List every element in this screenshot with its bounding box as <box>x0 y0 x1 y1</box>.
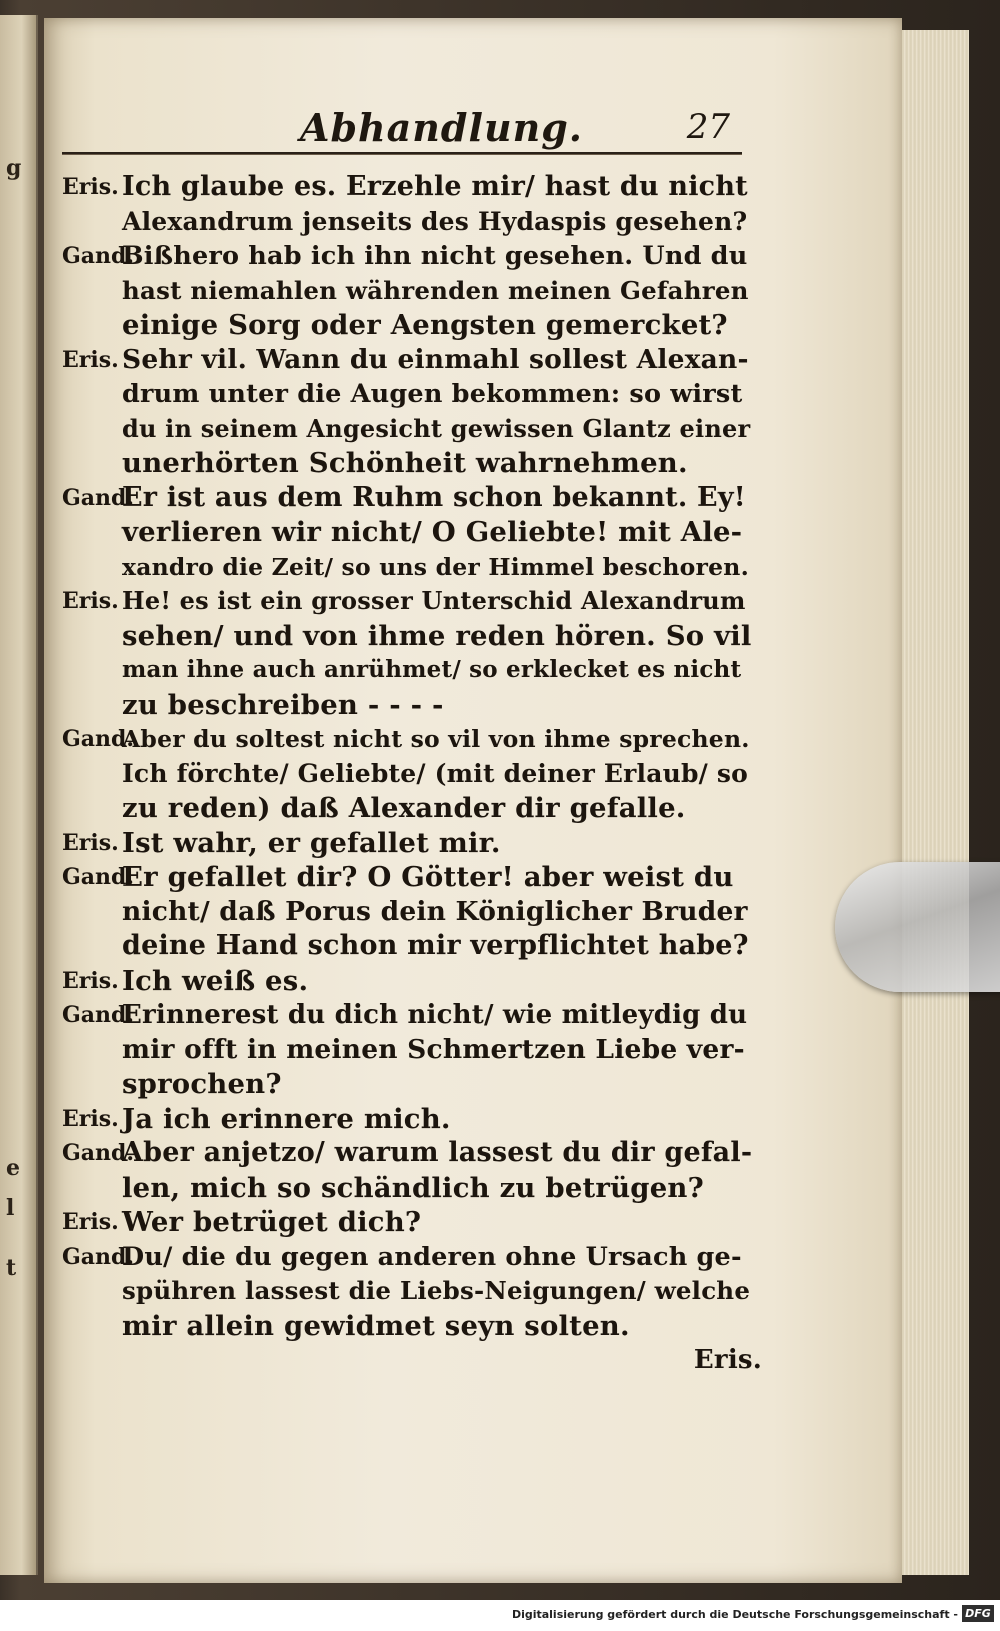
speech-text: Aber anjetzo/ warum lassest du dir gefal- <box>122 1137 753 1168</box>
speech-text: Ich glaube es. Erzehle mir/ hast du nicht <box>122 171 748 202</box>
dfg-logo: DFG <box>962 1605 994 1622</box>
speaker-label: Eris. <box>62 1105 119 1132</box>
speech-text: Er gefallet dir? O Götter! aber weist du <box>122 861 734 893</box>
text-line <box>62 584 762 619</box>
speech-text: Er ist aus dem Ruhm schon bekannt. Ey! <box>122 481 746 513</box>
text-line <box>62 377 762 412</box>
speaker-label: Gand. <box>62 243 135 269</box>
page-number: 27 <box>686 107 730 147</box>
speech-text: sehen/ und von ihme reden hören. So vil <box>122 619 752 652</box>
speech-text: Erinnerest du dich nicht/ wie mitleydig du <box>122 1000 748 1030</box>
speech-text: hast niemahlen währenden meinen Gefahren <box>122 275 749 305</box>
speech-text: verlieren wir nicht/ O Geliebte! mit Ale- <box>122 516 743 548</box>
text-line <box>62 929 762 964</box>
text-line <box>62 998 762 1033</box>
speech-text: Ich weiß es. <box>122 964 309 997</box>
text-line <box>62 1067 762 1102</box>
footer-credit: Digitalisierung gefördert durch die Deutsche Forschungsgemeinschaft - <box>511 1608 958 1621</box>
speech-text: Sehr vil. Wann du einmahl sollest Alexan- <box>122 343 749 375</box>
page-clip <box>835 862 1000 992</box>
speech-text: mir allein gewidmet seyn solten. <box>122 1309 630 1342</box>
speaker-label: Eris. <box>62 967 119 994</box>
text-line <box>62 343 762 378</box>
speech-text: deine Hand schon mir verpflichtet habe? <box>122 930 749 961</box>
speech-text: du in seinem Angesicht gewissen Glantz einer <box>122 413 751 443</box>
speaker-label: Eris. <box>62 174 119 200</box>
text-line <box>62 308 762 343</box>
speech-text: zu reden) daß Alexander dir gefalle. <box>122 792 686 824</box>
text-line <box>62 274 762 309</box>
speech-text: Ja ich erinnere mich. <box>122 1102 451 1135</box>
speech-text: spühren lassest die Liebs-Neigungen/ welche <box>122 1276 751 1305</box>
text-line <box>62 1171 762 1206</box>
speech-text: Ich förchte/ Geliebte/ (mit deiner Erlaub/ so <box>122 758 749 788</box>
text-line <box>62 1136 762 1171</box>
text-line <box>62 1309 762 1344</box>
left-fragment: g <box>6 155 22 181</box>
text-line <box>62 446 762 481</box>
speech-text: Aber du soltest nicht so vil von ihme sprechen. <box>122 725 750 753</box>
text-line <box>62 688 762 723</box>
left-page-edge <box>0 15 38 1575</box>
speaker-label: Eris. <box>62 829 119 856</box>
speech-text: len, mich so schändlich zu betrügen? <box>122 1171 704 1204</box>
speech-text: man ihne auch anrühmet/ so erklecket es nicht <box>122 656 742 683</box>
speech-text: Ist wahr, er gefallet mir. <box>122 826 501 859</box>
speaker-label: Gand. <box>62 726 135 752</box>
text-line <box>62 1274 762 1309</box>
text-line <box>62 1102 762 1137</box>
footer <box>0 1600 1000 1631</box>
left-page-fragments <box>2 15 32 1575</box>
text-line <box>62 515 762 550</box>
left-fragment: t <box>6 1255 17 1281</box>
text-line <box>62 791 762 826</box>
speech-text: einige Sorg oder Aengsten gemercket? <box>122 309 728 341</box>
left-fragment: e <box>6 1155 20 1181</box>
speech-text: Bißhero hab ich ihn nicht gesehen. Und du <box>122 241 748 271</box>
text-line <box>62 619 762 654</box>
text-line <box>62 239 762 274</box>
speech-text: He! es ist ein grosser Unterschid Alexandrum <box>122 586 746 615</box>
running-title: Abhandlung. <box>300 105 583 150</box>
text-line <box>62 895 762 930</box>
speech-text: unerhörten Schönheit wahrnehmen. <box>122 447 688 479</box>
speech-text: nicht/ daß Porus dein Königlicher Bruder <box>122 895 748 927</box>
speaker-label: Gand. <box>62 484 135 511</box>
text-line <box>62 860 762 895</box>
speech-text: mir offt in meinen Schmertzen Liebe ver- <box>122 1033 745 1065</box>
header-rule <box>62 152 742 155</box>
speaker-label: Gand. <box>62 1140 135 1166</box>
page-edges <box>900 30 969 1575</box>
dialogue-text <box>62 170 762 1378</box>
text-line <box>62 1033 762 1068</box>
text-line <box>62 757 762 792</box>
text-line <box>62 170 762 205</box>
speech-text: Du/ die du gegen anderen ohne Ursach ge- <box>122 1241 742 1272</box>
speech-text: Alexandrum jenseits des Hydaspis gesehen? <box>122 206 748 236</box>
speaker-label: Eris. <box>62 1209 119 1235</box>
speaker-label: Gand. <box>62 864 135 890</box>
speech-text: Wer betrüget dich? <box>122 1206 422 1238</box>
text-line <box>62 1240 762 1275</box>
text-line <box>62 722 762 757</box>
text-line <box>62 412 762 447</box>
text-line <box>62 1205 762 1240</box>
speech-text: xandro die Zeit/ so uns der Himmel beschoren. <box>122 552 749 581</box>
left-fragment: l <box>6 1195 15 1221</box>
speaker-label: Eris. <box>62 346 119 373</box>
page-header <box>70 95 740 150</box>
catchword: Eris. <box>693 1345 762 1375</box>
text-line <box>62 653 762 688</box>
speaker-label: Eris. <box>62 588 119 614</box>
text-line <box>62 964 762 999</box>
speech-text: zu beschreiben - - - - <box>122 688 444 721</box>
speaker-label: Gand. <box>62 1002 135 1028</box>
speech-text: drum unter die Augen bekommen: so wirst <box>122 379 743 409</box>
speaker-label: Gand. <box>62 1243 135 1270</box>
text-line <box>62 826 762 861</box>
text-line <box>62 550 762 585</box>
catchword-line <box>62 1343 762 1378</box>
speech-text: sprochen? <box>122 1068 282 1100</box>
text-line <box>62 205 762 240</box>
text-line <box>62 481 762 516</box>
